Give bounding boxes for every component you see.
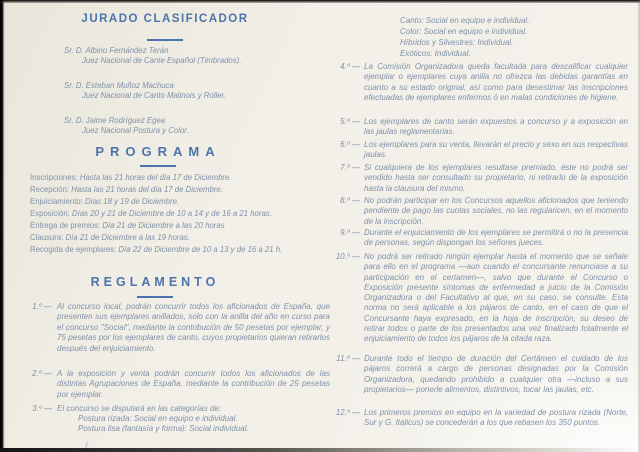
rule-text: No podrán participar en los Concursos aquellos aficionados que teniendo pendiente de pago las cuotas sociales, no las regularicen, en el momento de la inscripción. — [364, 196, 628, 226]
jury-member — [64, 116, 241, 136]
program-item — [30, 220, 282, 232]
category-item: Exóticos: Individual. — [400, 48, 471, 58]
rule-item-8 — [334, 196, 628, 227]
program-item-label: Recepción: — [30, 185, 70, 194]
rule-text: Los ejemplares de canto serán expuestos a concurso y a exposición en las jaulas reglamentarias. — [364, 117, 628, 137]
rule-text: La Comisión Organizadora queda facultada para descalificar cualquier ejemplar o ejemplares cuya anilla no ofrezca las debidas garantías en cuanto a su estado original, así como para desestimar las inscripciones efectuadas de ejemplares enfermos ó en malas condiciones de higiene. — [364, 62, 628, 102]
jury-member-role: Juez Nacional Postura y Color. — [82, 126, 189, 135]
category-item: Color: Social en equipo e individual. — [400, 26, 528, 36]
program-item — [30, 196, 282, 208]
rule-text: Los primeros premios en equipo en la variedad de postura rizada (Norte, Sur y G. Italicus) se concederán a los que rebasen los 350 puntos. — [364, 408, 628, 428]
category-item: Postura rizada: Social en equipo e individual. — [78, 414, 238, 423]
rule-number: 4.º — — [340, 62, 360, 71]
jury-member-role: Juez Nacional de Canto Malinois y Roller. — [82, 91, 227, 100]
jury-member-role: Juez Nacional de Cante Español (Timbrados). — [82, 56, 242, 65]
scan-edge-top — [0, 0, 640, 3]
program-section-title: PROGRAMA — [95, 144, 221, 159]
program-item — [30, 244, 282, 256]
rule-item-7 — [334, 163, 628, 194]
scan-edge-bottom — [0, 448, 640, 452]
rule-text: El concurso se disputará en las categorías de: — [57, 404, 222, 413]
rule-item-1 — [30, 302, 330, 354]
rule-text: Si cualquiera de los ejemplares resultase premiado, éste no podrá ser vendido hasta ser consultado su propietario, ni retirarlo de la exposición hasta la clausura del mismo. — [364, 163, 628, 193]
rule-text: No podrá ser retirado ningún ejemplar hasta el momento que se señale para ello en el programa —aun cuando el concursante renunciase a su participación en el certamen—, salvo que durante el Concurso o Exposición presente síntomas de enfermedad a juicio de la Comisión Organizadora o del Facultativo al que, en su caso, se consulte. Esta norma no será aplicable a los pájaros de canto, en el caso de que el Concursante haya expresado, en la hoja de inscripción, su deseo de retirar todos o parte de los presentados una vez finalizado totalmente el enjuiciamiento de todos los pájaros de la citada raza. — [364, 252, 628, 344]
category-list-left — [78, 414, 249, 434]
program-item — [30, 172, 282, 184]
rule-item-3 — [30, 404, 330, 414]
program-item-label: Entrega de premios: — [30, 221, 101, 230]
program-title-underline — [140, 165, 176, 167]
category-item: Híbridos y Silvestres: Individual. — [400, 37, 514, 47]
program-item-label: Exposición: — [30, 209, 70, 218]
rule-text: A la exposición y venta podrán concurrir todos los aficionados de las distintas Agrupaciones de España, mediante la contribución de 25 pesetas por ejemplar. — [57, 369, 330, 399]
rule-text: Durante el enjuiciamiento de los ejemplares se permitirá o no la presencia de personas, según dispongan los señores jueces. — [364, 228, 628, 248]
rule-number: 8.º — — [340, 196, 360, 205]
rule-item-10 — [334, 252, 628, 345]
rule-number: 2.º — — [32, 369, 52, 378]
rule-number: 12.º — — [335, 408, 360, 417]
rule-item-6 — [334, 140, 628, 161]
rule-item-2 — [30, 369, 330, 400]
jury-member — [64, 81, 241, 101]
program-item-text: Día 22 de Diciembre de 10 a 13 y de 16 a 21 h. — [118, 245, 283, 254]
jury-member-name: Sr. D. Jaime Rodríguez Egea — [64, 116, 166, 125]
rule-item-12 — [334, 408, 628, 429]
jury-member-name: Sr. D. Albino Fernández Terán — [64, 46, 169, 55]
program-item-text: Días 20 y 21 de Diciembre de 10 a 14 y de 16 a 21 horas. — [72, 209, 272, 218]
rule-number: 5.º — — [340, 117, 360, 126]
rule-item-5 — [334, 117, 628, 138]
program-item-text: Hasta las 21 horas del día 17 de Diciembre. — [71, 185, 223, 194]
program-item-label: Recogida de ejemplares: — [30, 245, 117, 254]
rule-number: 6.º — — [340, 140, 360, 149]
jury-section-title: JURADO CLASIFICADOR — [81, 13, 249, 25]
jury-member — [64, 46, 241, 66]
rule-number: 10.º — — [335, 252, 360, 261]
jury-title-underline — [147, 39, 183, 41]
rule-number: 9.º — — [340, 228, 360, 237]
program-item-label: Inscripciones: — [30, 173, 78, 182]
category-item: Postura lisa (fantasía y forma): Social individual. — [78, 423, 249, 433]
rule-number: 3.º — — [32, 404, 52, 413]
jury-member-name: Sr. D. Esteban Muñoz Machuca — [64, 81, 174, 90]
program-item — [30, 208, 282, 220]
program-list — [30, 172, 282, 256]
program-item-text: Días 18 y 19 de Diciembre. — [85, 197, 180, 206]
program-item-label: Enjuiciamiento: — [30, 197, 83, 206]
category-list-right — [400, 16, 529, 60]
program-item — [30, 232, 282, 244]
rule-number: 11.º — — [336, 354, 360, 363]
category-item: Canto: Social en equipo e individual. — [400, 16, 530, 25]
program-item-text: Día 21 de Diciembre a las 20 horas — [102, 221, 225, 230]
rules-section-title: REGLAMENTO — [90, 275, 220, 289]
rule-text: Al concurso local, podrán concurrir todos los aficionados de España, que presenten sus ejemplares anillados, solo con la anilla del año en curso para el concurso "Social", mediante la contribución de 50 pesetas por ejemplar, y 75 pesetas por los ejemplares de canto, cuyos propietarios quieran retirarlos después del enjuiciamiento. — [57, 302, 330, 353]
rules-title-underline — [137, 296, 173, 298]
program-item — [30, 184, 282, 196]
rule-item-4 — [334, 62, 628, 103]
rule-item-11 — [334, 354, 628, 395]
rule-text: Durante todo el tiempo de duración del Certámen el cuidado de los pájaros correrá a cargo de personas designadas por la Comisión Organizadora, quedando prohibido a cualquier otra —incluso a sus propietarios— ponerle alimentos, distintivos, tocar las jaulas, etc. — [364, 354, 628, 394]
jury-list — [64, 46, 241, 151]
rule-text: Los ejemplares para su venta, llevarán el precio y sexo en sus respectivas jaulas. — [364, 140, 628, 160]
rule-number: 7.º — — [340, 163, 360, 172]
rule-number: 1.º — — [32, 302, 52, 311]
program-item-label: Clausura: — [30, 233, 64, 242]
rule-item-9 — [334, 228, 628, 249]
program-item-text: Día 21 de Diciembre a las 19 horas. — [65, 233, 190, 242]
scan-edge-left — [0, 0, 6, 452]
program-item-text: Hasta las 21 horas del día 17 de Diciembre. — [79, 173, 232, 182]
